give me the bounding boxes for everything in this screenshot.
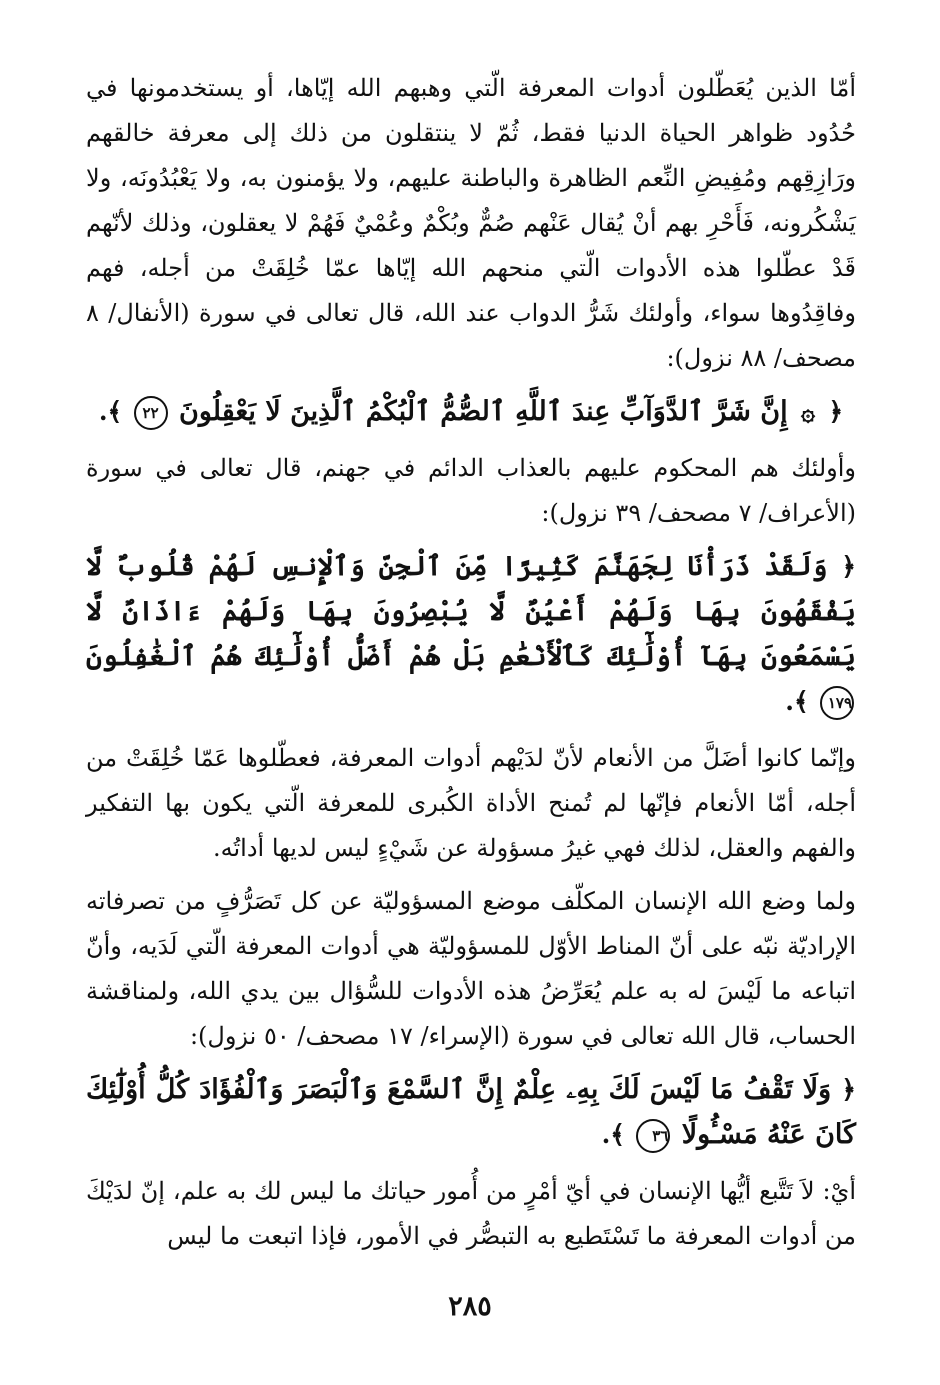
paragraph-3: وإنّما كانوا أضَلَّ من الأنعام لأنّ لدَيْهم أدوات المعرفة، فعطّلوها عَمّا خُلِقَتْ من أجله، أمّا الأنعام فإنّها لم تُمنح الأداة الكُبرى للمعرفة الّتي يكون بها التفكير والفهم والعقل، لذلك فهي غيرُ مسؤولة عن شَيْءٍ ليس لديها أداتُه. bbox=[86, 744, 856, 862]
verse-open-bracket: ﴿ bbox=[841, 552, 857, 581]
verse-open-bracket: ﴿ bbox=[828, 397, 844, 426]
page-number: ٢٨٥ bbox=[448, 1291, 492, 1322]
quran-verse-araf bbox=[86, 544, 856, 724]
paragraph-1: أمّا الذين يُعَطّلون أدوات المعرفة الّتي وهبهم الله إيّاها، أو يستخدمونها في حُدُود ظواهر الحياة الدنيا فقط، ثُمّ لا ينتقلون من ذلك إلى معرفة خالقهم ورَازِقِهم ومُفِيضِ النِّعم الظاهرة والباطنة عليهم، ولا يؤمنون به، ولا يَعْبُدُونَه، ولا يَشْكُرونه، فَأَحْرِ بهم أنْ يُقال عَنْهم صُمٌّ وبُكْمٌ وعُمْيٌ فَهُمْ لا يعقلون، وذلك لأنّهم قَدْ عطّلوا هذه الأدوات الّتي منحهم الله إيّاها عمّا خُلِقَتْ من أجله، فهم وفاقِدُوها سواء، وأولئك شَرُّ الدواب عند الله، قال تعالى في سورة (الأنفال/ ٨ مصحف/ ٨٨ نزول): bbox=[86, 74, 856, 372]
ayah-number: ٢٢ bbox=[134, 396, 168, 430]
ayah-number: ١٧٩ bbox=[820, 686, 854, 720]
verse-text: وَلَقَدْ ذَرَأْنَا لِجَهَنَّمَ كَثِيرًا مِّنَ ٱلْجِنِّ وَٱلْإِنسِ لَهُمْ قُلُوبٌ لَّا يَفْقَهُونَ بِهَا وَلَهُمْ أَعْيُنٌ لَّا يُبْصِرُونَ بِهَا وَلَهُمْ ءَاذَانٌ لَّا يَسْمَعُونَ بِهَآ أُوْلَٰٓئِكَ كَٱلْأَنْعَٰمِ بَلْ هُمْ أَضَلُّ أُوْلَٰٓئِكَ هُمُ ٱلْغَٰفِلُونَ bbox=[86, 551, 856, 672]
ayah-number: ٣٦ bbox=[636, 1119, 670, 1153]
quran-verse-isra bbox=[86, 1067, 856, 1157]
rub-el-hizb-icon: ۞ bbox=[801, 397, 816, 426]
paragraph-5: أيْ: لاَ تَتَّبع أيُّها الإنسان في أيّ أمْرٍ من أُمور حياتك ما ليس لك به علم، إنّ لدَيْكَ من أدوات المعرفة ما تَسْتَطيع به التبصُّر في الأمور، فإذا اتبعت ما ليس bbox=[86, 1177, 856, 1250]
page-body bbox=[86, 66, 856, 1296]
paragraph-4: ولما وضع الله الإنسان المكلّف موضع المسؤوليّة عن كل تَصَرُّفٍ من تصرفاته الإراديّة نبّه على أنّ المناط الأوّل للمسؤوليّة هي أدوات المعرفة الّتي لَدَيه، وأنّ اتباعه ما لَيْسَ له به علم يُعَرِّضُ هذه الأدوات للسُّؤال بين يدي الله، ولمناقشة الحساب، قال الله تعالى في سورة (الإسراء/ ١٧ مصحف/ ٥٠ نزول): bbox=[86, 887, 856, 1050]
spacer bbox=[86, 871, 856, 879]
quran-verse-anfal bbox=[86, 389, 856, 434]
paragraph-2: وأولئك هم المحكوم عليهم بالعذاب الدائم في جهنم، قال تعالى في سورة (الأعراف/ ٧ مصحف/ ٣٩ نزول): bbox=[86, 454, 856, 527]
verse-text: وَلَا تَقْفُ مَا لَيْسَ لَكَ بِهِۦ عِلْمٌ إِنَّ ٱلسَّمْعَ وَٱلْبَصَرَ وَٱلْفُؤَادَ كُلُّ أُوْلَٰٓئِكَ كَانَ عَنْهُ مَسْـُٔولًا bbox=[86, 1074, 856, 1150]
verse-close-bracket: ﴾. bbox=[785, 687, 809, 716]
verse-close-bracket: ﴾. bbox=[98, 397, 123, 426]
verse-open-bracket: ﴿ bbox=[841, 1075, 856, 1104]
verse-close-bracket: ﴾. bbox=[601, 1120, 625, 1149]
verse-text: إِنَّ شَرَّ ٱلدَّوَآبِّ عِندَ ٱللَّهِ ٱلصُّمُّ ٱلْبُكْمُ ٱلَّذِينَ لَا يَعْقِلُونَ bbox=[179, 396, 788, 427]
